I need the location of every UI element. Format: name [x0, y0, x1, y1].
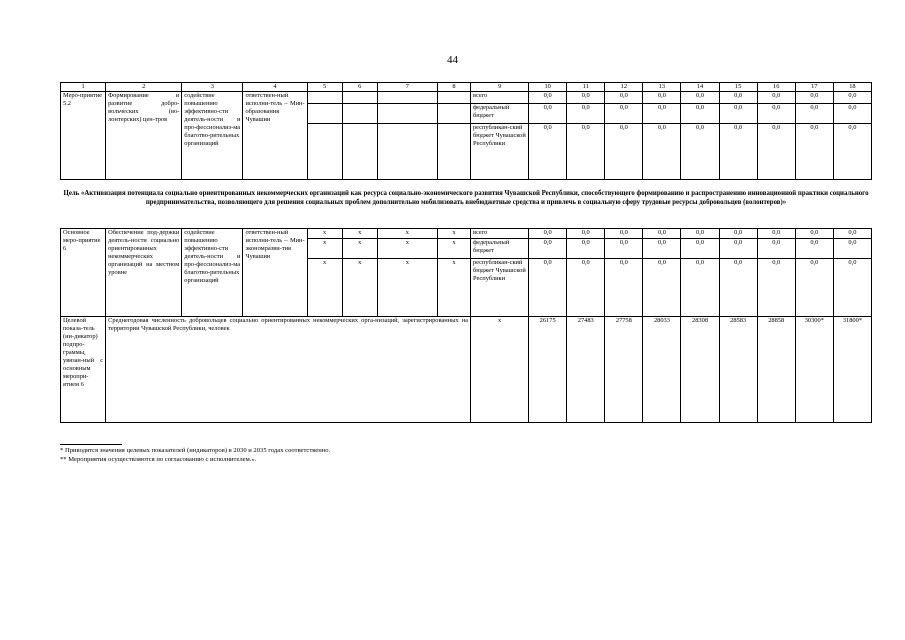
- cell: x: [377, 259, 437, 317]
- indicator-value: 27483: [567, 317, 605, 423]
- cell: [377, 104, 437, 124]
- cell: x: [437, 259, 470, 317]
- value-cell: 0,0: [719, 104, 757, 124]
- cell: [437, 104, 470, 124]
- value-cell: 0,0: [795, 259, 833, 317]
- cell: [342, 104, 377, 124]
- header-cell: 10: [529, 83, 567, 92]
- value-cell: 0,0: [719, 92, 757, 104]
- header-row: [61, 83, 872, 92]
- goal-heading: Цель «Активизация потенциала социально ориентированных некоммерческих организаций как ресурса социально-экономического развития Чувашской Республики, способствующего формированию и распространению инновационной практики социального предпринимательства, позволяющего для решения социальных проблем дополнительно мобилизовать внебюджетные средства и привлечь в социальную сферу трудовые ресурсы добровольцев (волонтеров)»: [63, 190, 869, 206]
- indicator-label: Целевой показа-тель (ин-дикатор) подпро-граммы, увязан-ный с основным меропри-ятием 6: [61, 317, 106, 423]
- cell: [437, 92, 470, 104]
- value-cell: 0,0: [833, 92, 871, 104]
- cell: [307, 104, 342, 124]
- footnote-divider: [60, 444, 122, 445]
- funding-source: всего: [470, 92, 528, 104]
- cell: x: [342, 239, 377, 259]
- measure-purpose: содействие повышению эффективно-сти деятель-ности и про-фессионализ-ма благотво-рительных организаций: [182, 92, 243, 180]
- measure-executor: ответствен-ный исполни-тель – Мин-экономразви-тия Чувашии: [243, 229, 307, 317]
- value-cell: 0,0: [605, 104, 643, 124]
- cell: x: [342, 259, 377, 317]
- value-cell: 0,0: [795, 229, 833, 239]
- value-cell: 0,0: [643, 104, 681, 124]
- value-cell: 0,0: [529, 229, 567, 239]
- funding-source: федеральный бюджет: [470, 239, 528, 259]
- header-cell: 3: [182, 83, 243, 92]
- header-cell: 1: [61, 83, 106, 92]
- table-measure-5-2: [60, 82, 872, 180]
- value-cell: 0,0: [643, 239, 681, 259]
- funding-source: всего: [470, 229, 528, 239]
- cell: [342, 92, 377, 104]
- cell: [437, 124, 470, 180]
- value-cell: 0,0: [529, 104, 567, 124]
- value-cell: 0,0: [605, 239, 643, 259]
- funding-source: республикан-ский бюджет Чувашской Республики: [470, 259, 528, 317]
- value-cell: 0,0: [567, 229, 605, 239]
- indicator-value: 27758: [605, 317, 643, 423]
- value-cell: 0,0: [681, 124, 719, 180]
- value-cell: 0,0: [605, 92, 643, 104]
- measure-purpose: содействие повышению эффективно-сти деятель-ности и про-фессионализ-ма благотво-рительных организаций: [182, 229, 243, 317]
- cell: [307, 92, 342, 104]
- cell: [342, 124, 377, 180]
- value-cell: 0,0: [795, 104, 833, 124]
- value-cell: 0,0: [719, 229, 757, 239]
- measure-name: Основное меро-приятие 6: [61, 229, 106, 317]
- measure-title: Формирование и развитие добро-вольческих (во-лонтерских) цен-тров: [106, 92, 182, 180]
- value-cell: 0,0: [681, 239, 719, 259]
- value-cell: 0,0: [529, 124, 567, 180]
- value-cell: 0,0: [757, 92, 795, 104]
- indicator-text: Среднегодовая численность добровольцев социально ориентированных некоммерческих орга-низаций, зарегистрированных на территории Чувашской Республики, человек: [106, 317, 471, 423]
- header-cell: 18: [833, 83, 871, 92]
- value-cell: 0,0: [567, 239, 605, 259]
- value-cell: 0,0: [529, 259, 567, 317]
- page-number: 44: [447, 54, 458, 66]
- header-cell: 7: [377, 83, 437, 92]
- value-cell: 0,0: [643, 124, 681, 180]
- cell: x: [437, 239, 470, 259]
- cell: x: [377, 229, 437, 239]
- header-cell: 8: [437, 83, 470, 92]
- table-row: [61, 229, 872, 239]
- header-cell: 11: [567, 83, 605, 92]
- value-cell: 0,0: [567, 259, 605, 317]
- header-cell: 12: [605, 83, 643, 92]
- value-cell: 0,0: [681, 229, 719, 239]
- measure-executor: ответствен-ный исполни-тель – Мин-образования Чувашии: [243, 92, 307, 180]
- header-cell: 17: [795, 83, 833, 92]
- value-cell: 0,0: [567, 124, 605, 180]
- cell: [377, 124, 437, 180]
- value-cell: 0,0: [681, 104, 719, 124]
- value-cell: 0,0: [605, 259, 643, 317]
- indicator-value: 31800*: [833, 317, 871, 423]
- value-cell: 0,0: [795, 239, 833, 259]
- value-cell: 0,0: [529, 92, 567, 104]
- indicator-value: 26175: [529, 317, 567, 423]
- value-cell: 0,0: [757, 124, 795, 180]
- value-cell: 0,0: [681, 92, 719, 104]
- cell: [377, 92, 437, 104]
- cell: x: [437, 229, 470, 239]
- indicator-value: 28858: [757, 317, 795, 423]
- cell: x: [307, 259, 342, 317]
- header-cell: 9: [470, 83, 528, 92]
- funding-source: федеральный бюджет: [470, 104, 528, 124]
- indicator-value: 28583: [719, 317, 757, 423]
- value-cell: 0,0: [681, 259, 719, 317]
- header-cell: 14: [681, 83, 719, 92]
- value-cell: 0,0: [757, 229, 795, 239]
- header-cell: 5: [307, 83, 342, 92]
- value-cell: 0,0: [833, 229, 871, 239]
- value-cell: 0,0: [833, 259, 871, 317]
- value-cell: 0,0: [795, 124, 833, 180]
- value-cell: 0,0: [757, 259, 795, 317]
- value-cell: 0,0: [795, 92, 833, 104]
- value-cell: 0,0: [719, 259, 757, 317]
- header-cell: 16: [757, 83, 795, 92]
- value-cell: 0,0: [605, 124, 643, 180]
- cell: x: [470, 317, 528, 423]
- measure-title: Обеспечение под-держки деятель-ности социально ориентированных некоммерческих организаций на местном уровне: [106, 229, 182, 317]
- footnote: ** Мероприятия осуществляются по согласованию с исполнителем.».: [60, 456, 257, 463]
- value-cell: 0,0: [757, 239, 795, 259]
- indicator-value: 28308: [681, 317, 719, 423]
- value-cell: 0,0: [643, 259, 681, 317]
- footnote: * Приводятся значения целевых показателей (индикаторов) в 2030 и 2035 годах соответственно.: [60, 447, 331, 454]
- header-cell: 4: [243, 83, 307, 92]
- value-cell: 0,0: [567, 92, 605, 104]
- header-cell: 15: [719, 83, 757, 92]
- header-cell: 13: [643, 83, 681, 92]
- value-cell: 0,0: [529, 239, 567, 259]
- value-cell: 0,0: [833, 104, 871, 124]
- value-cell: 0,0: [605, 229, 643, 239]
- indicator-row: [61, 317, 872, 423]
- cell: x: [342, 229, 377, 239]
- cell: x: [307, 229, 342, 239]
- table-row: [61, 92, 872, 104]
- measure-name: Меро-приятие 5.2: [61, 92, 106, 180]
- header-cell: 2: [106, 83, 182, 92]
- table-measure-6: [60, 228, 872, 423]
- header-cell: 6: [342, 83, 377, 92]
- value-cell: 0,0: [757, 104, 795, 124]
- funding-source: республикан-ский бюджет Чувашской Республики: [470, 124, 528, 180]
- value-cell: 0,0: [719, 124, 757, 180]
- value-cell: 0,0: [567, 104, 605, 124]
- indicator-value: 28033: [643, 317, 681, 423]
- value-cell: 0,0: [833, 124, 871, 180]
- cell: [307, 124, 342, 180]
- value-cell: 0,0: [643, 92, 681, 104]
- indicator-value: 30300*: [795, 317, 833, 423]
- cell: x: [307, 239, 342, 259]
- value-cell: 0,0: [719, 239, 757, 259]
- cell: x: [377, 239, 437, 259]
- value-cell: 0,0: [833, 239, 871, 259]
- value-cell: 0,0: [643, 229, 681, 239]
